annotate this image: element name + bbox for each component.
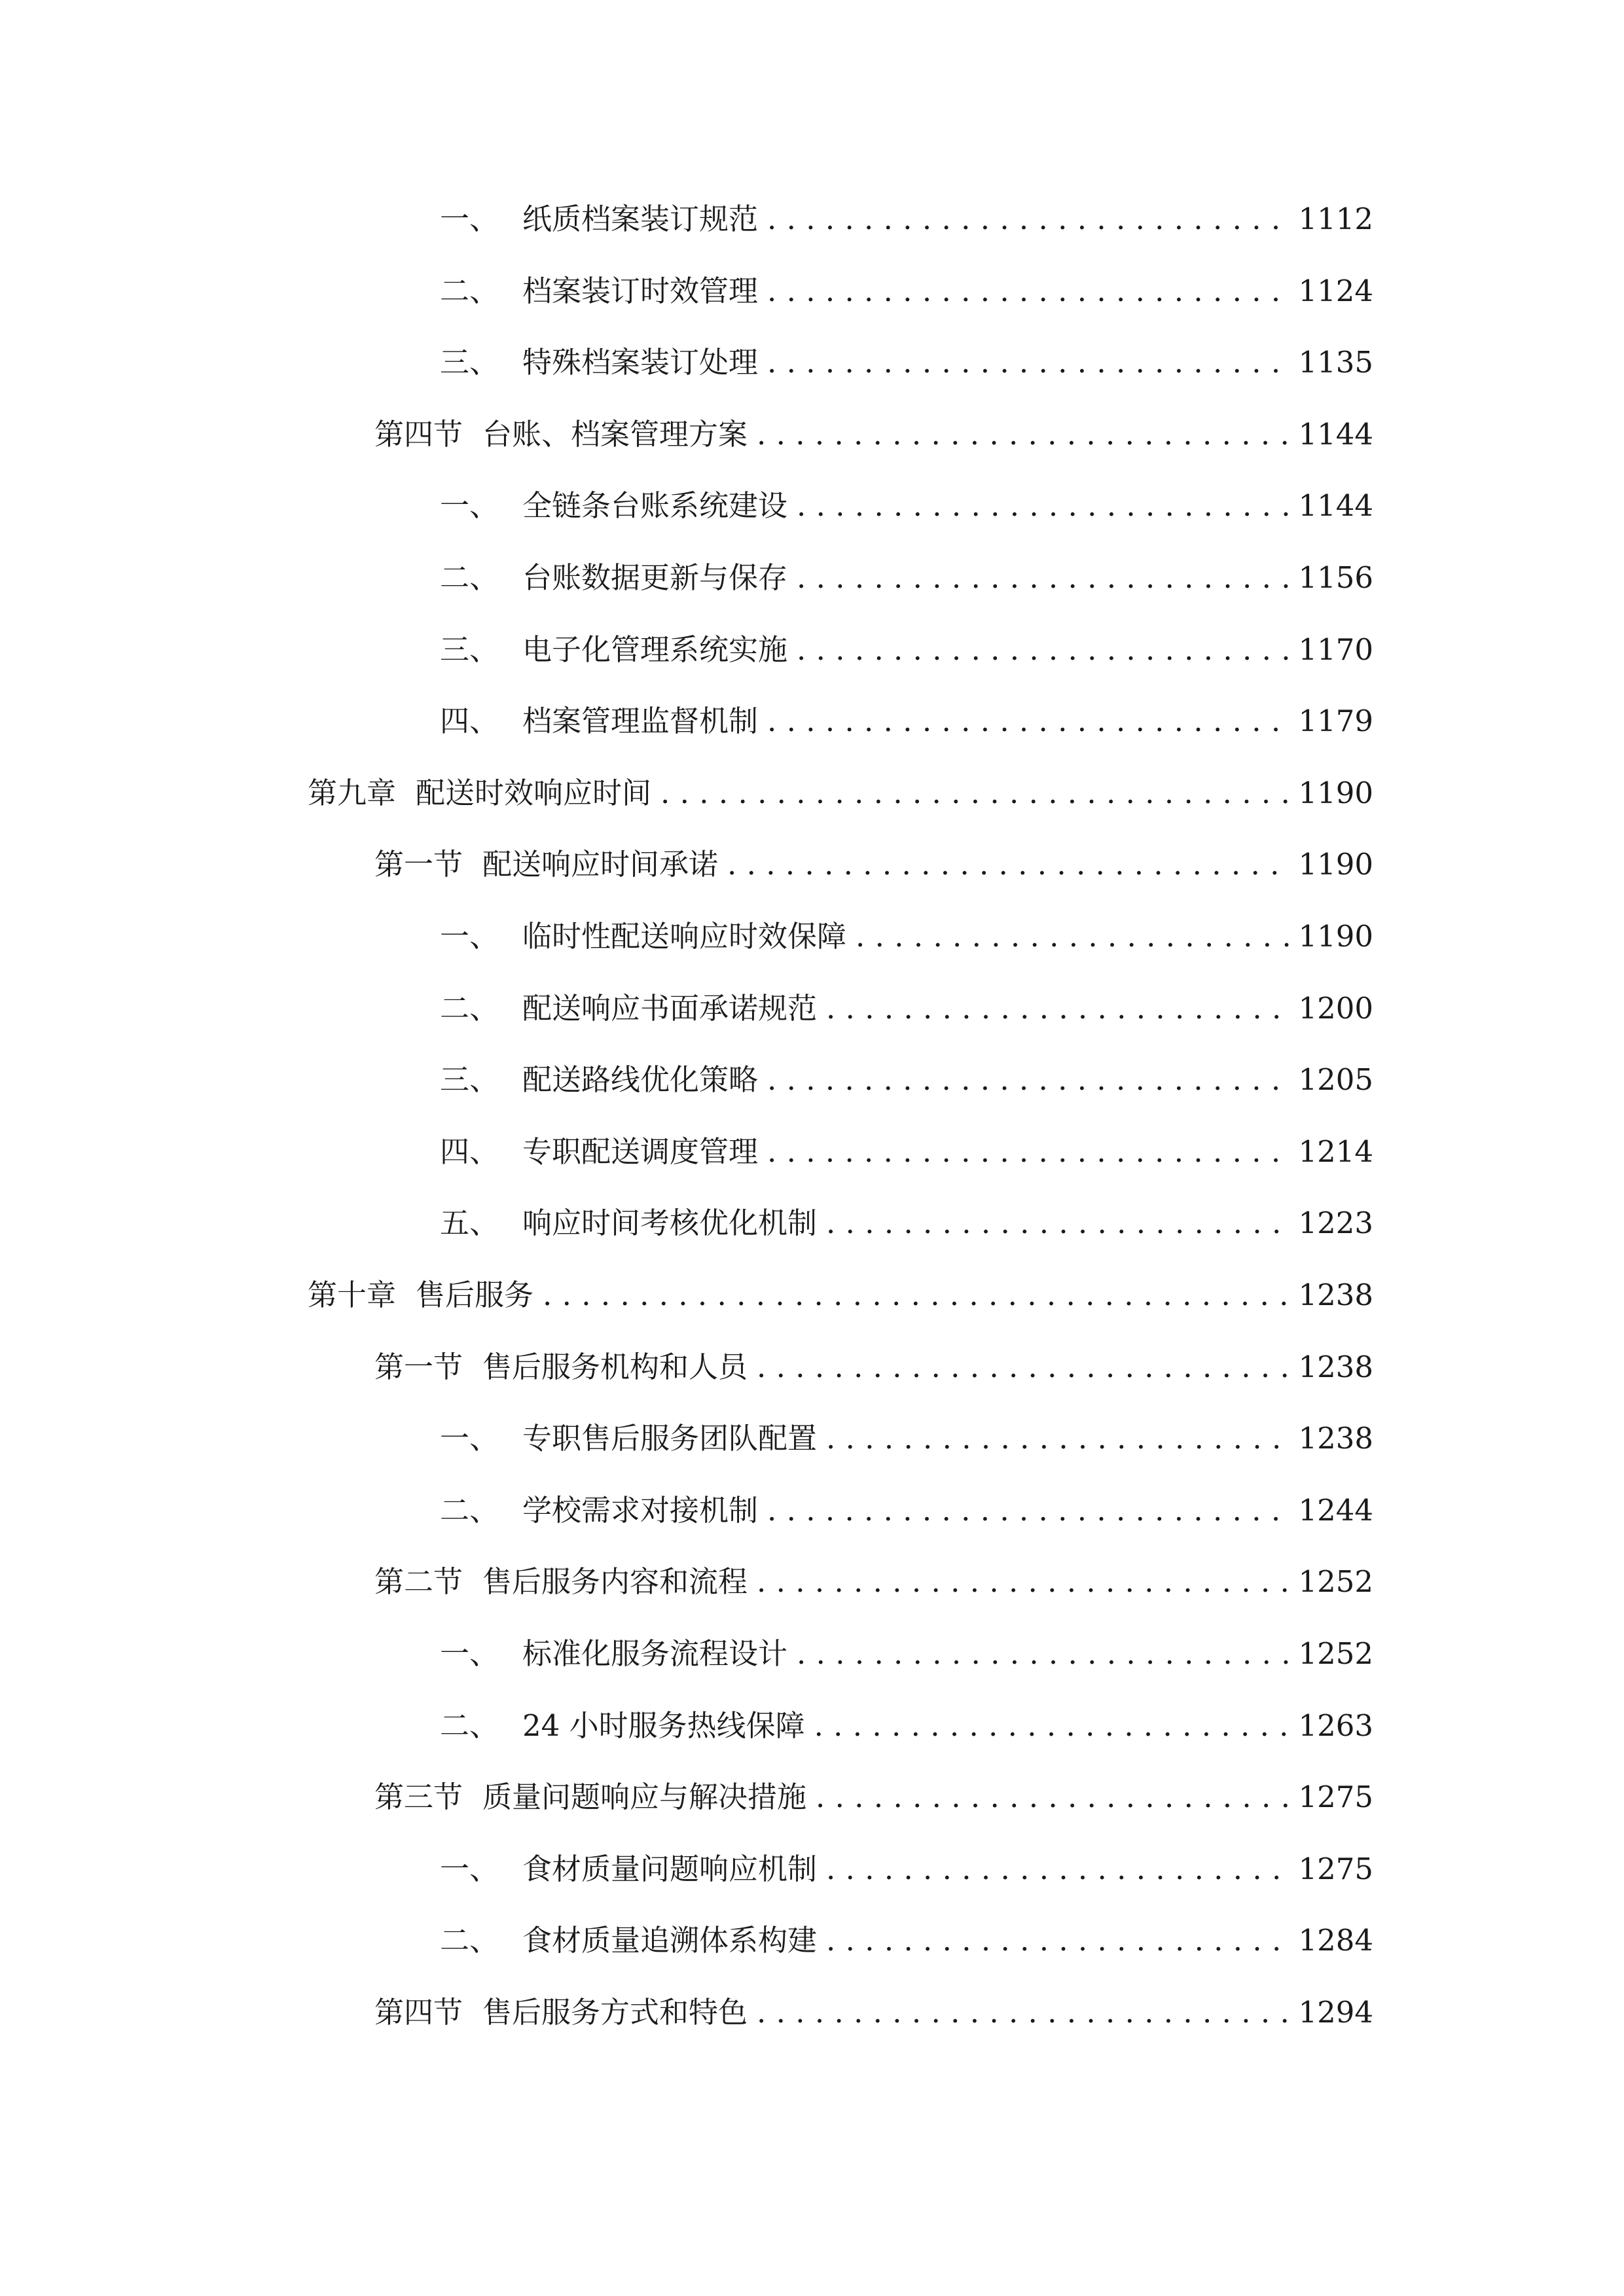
toc-entry-number: 第三节 bbox=[374, 1780, 463, 1814]
toc-entry-page-number: 1275 bbox=[1298, 1780, 1373, 1814]
toc-entry-page-number: 1112 bbox=[1298, 202, 1373, 236]
toc-entry[interactable] bbox=[440, 982, 1373, 1035]
toc-entry-title: 台账、档案管理方案 bbox=[482, 417, 748, 452]
toc-entry-title: 临时性配送响应时效保障 bbox=[522, 919, 847, 954]
toc-dot-leader bbox=[816, 1771, 1289, 1823]
toc-entry-page-number: 1263 bbox=[1298, 1708, 1373, 1743]
toc-entry-page-number: 1190 bbox=[1298, 847, 1373, 882]
toc-dot-leader bbox=[767, 1054, 1289, 1106]
toc-dot-leader bbox=[757, 1341, 1289, 1393]
toc-dot-leader bbox=[797, 480, 1289, 532]
toc-entry-title: 专职配送调度管理 bbox=[522, 1134, 759, 1169]
toc-entry-title: 学校需求对接机制 bbox=[522, 1493, 759, 1528]
toc-entry-number: 第九章 bbox=[308, 776, 397, 810]
toc-entry-number: 一、 bbox=[440, 488, 499, 523]
toc-entry[interactable] bbox=[440, 336, 1373, 389]
toc-dot-leader bbox=[757, 408, 1289, 461]
toc-entry-title: 24 小时服务热线保障 bbox=[522, 1708, 805, 1743]
toc-entry-number: 三、 bbox=[440, 345, 499, 380]
toc-entry-title: 售后服务 bbox=[416, 1278, 534, 1312]
toc-entry-number: 第四节 bbox=[374, 1995, 463, 2030]
toc-entry-page-number: 1190 bbox=[1298, 776, 1373, 810]
toc-entry-title: 食材质量追溯体系构建 bbox=[522, 1923, 818, 1958]
toc-entry[interactable] bbox=[440, 1914, 1373, 1967]
toc-entry-number: 二、 bbox=[440, 1923, 499, 1958]
toc-entry-number: 五、 bbox=[440, 1206, 499, 1240]
toc-entry[interactable] bbox=[440, 265, 1373, 317]
toc-entry[interactable] bbox=[308, 1269, 1373, 1321]
toc-entry-title: 标准化服务流程设计 bbox=[522, 1636, 788, 1671]
toc-entry-number: 第一节 bbox=[374, 1350, 463, 1384]
toc-dot-leader bbox=[856, 910, 1289, 963]
toc-entry-number: 一、 bbox=[440, 1636, 499, 1671]
toc-entry[interactable] bbox=[440, 1843, 1373, 1895]
toc-entry-page-number: 1244 bbox=[1298, 1493, 1373, 1528]
toc-entry-title: 配送响应时间承诺 bbox=[482, 847, 719, 882]
toc-entry[interactable] bbox=[374, 838, 1373, 891]
toc-entry-title: 食材质量问题响应机制 bbox=[522, 1852, 818, 1886]
toc-entry-number: 第十章 bbox=[308, 1278, 397, 1312]
toc-entry-title: 全链条台账系统建设 bbox=[522, 488, 788, 523]
toc-entry-page-number: 1179 bbox=[1298, 704, 1373, 738]
toc-entry-page-number: 1238 bbox=[1298, 1350, 1373, 1384]
toc-entry[interactable] bbox=[440, 1628, 1373, 1680]
toc-entry-title: 售后服务方式和特色 bbox=[482, 1995, 748, 2030]
toc-entry-page-number: 1275 bbox=[1298, 1852, 1373, 1886]
toc-entry[interactable] bbox=[440, 624, 1373, 676]
toc-dot-leader bbox=[767, 336, 1289, 389]
toc-entry-number: 四、 bbox=[440, 704, 499, 738]
toc-entry-number: 一、 bbox=[440, 202, 499, 236]
toc-dot-leader bbox=[767, 1484, 1289, 1537]
toc-entry-page-number: 1190 bbox=[1298, 919, 1373, 954]
toc-dot-leader bbox=[727, 838, 1289, 891]
toc-entry-number: 第四节 bbox=[374, 417, 463, 452]
toc-dot-leader bbox=[757, 1986, 1289, 2039]
toc-entry-number: 第一节 bbox=[374, 847, 463, 882]
toc-entry-page-number: 1200 bbox=[1298, 991, 1373, 1026]
toc-entry-title: 售后服务内容和流程 bbox=[482, 1564, 748, 1599]
toc-entry-title: 配送路线优化策略 bbox=[522, 1062, 759, 1097]
toc-entry-number: 一、 bbox=[440, 1852, 499, 1886]
toc-entry-number: 第二节 bbox=[374, 1564, 463, 1599]
toc-entry[interactable] bbox=[374, 1341, 1373, 1393]
toc-dot-leader bbox=[660, 767, 1289, 819]
toc-entry-number: 一、 bbox=[440, 1421, 499, 1456]
toc-entry-number: 一、 bbox=[440, 919, 499, 954]
toc-entry-page-number: 1238 bbox=[1298, 1421, 1373, 1456]
toc-entry-number: 四、 bbox=[440, 1134, 499, 1169]
toc-entry-page-number: 1294 bbox=[1298, 1995, 1373, 2030]
toc-dot-leader bbox=[826, 982, 1289, 1035]
toc-entry-page-number: 1238 bbox=[1298, 1278, 1373, 1312]
toc-entry[interactable] bbox=[440, 1700, 1373, 1752]
toc-dot-leader bbox=[797, 1628, 1289, 1680]
toc-entry-title: 档案管理监督机制 bbox=[522, 704, 759, 738]
toc-entry-page-number: 1144 bbox=[1298, 417, 1373, 452]
toc-entry-title: 电子化管理系统实施 bbox=[522, 632, 788, 667]
toc-entry[interactable] bbox=[374, 1986, 1373, 2039]
toc-entry-page-number: 1252 bbox=[1298, 1564, 1373, 1599]
toc-entry[interactable] bbox=[440, 910, 1373, 963]
toc-entry[interactable] bbox=[440, 1054, 1373, 1106]
toc-entry-number: 二、 bbox=[440, 560, 499, 595]
toc-entry-title: 专职售后服务团队配置 bbox=[522, 1421, 818, 1456]
toc-entry-title: 配送时效响应时间 bbox=[416, 776, 652, 810]
toc-dot-leader bbox=[767, 695, 1289, 747]
toc-entry-number: 二、 bbox=[440, 1493, 499, 1528]
toc-dot-leader bbox=[826, 1412, 1289, 1465]
toc-entry-title: 配送响应书面承诺规范 bbox=[522, 991, 818, 1026]
toc-entry-page-number: 1124 bbox=[1298, 274, 1373, 308]
toc-entry[interactable] bbox=[440, 1197, 1373, 1249]
toc-entry-title: 档案装订时效管理 bbox=[522, 274, 759, 308]
toc-entry[interactable] bbox=[374, 408, 1373, 461]
toc-entry[interactable] bbox=[440, 1484, 1373, 1537]
toc-entry-page-number: 1214 bbox=[1298, 1134, 1373, 1169]
toc-entry[interactable] bbox=[374, 1556, 1373, 1608]
toc-entry-title: 台账数据更新与保存 bbox=[522, 560, 788, 595]
toc-entry[interactable] bbox=[440, 193, 1373, 245]
toc-entry-title: 质量问题响应与解决措施 bbox=[482, 1780, 807, 1814]
toc-entry[interactable] bbox=[440, 1412, 1373, 1465]
toc-dot-leader bbox=[797, 624, 1289, 676]
toc-entry-title: 纸质档案装订规范 bbox=[522, 202, 759, 236]
toc-entry-page-number: 1205 bbox=[1298, 1062, 1373, 1097]
toc-dot-leader bbox=[767, 265, 1289, 317]
toc-entry[interactable] bbox=[374, 1771, 1373, 1823]
toc-entry-page-number: 1223 bbox=[1298, 1206, 1373, 1240]
toc-dot-leader bbox=[814, 1700, 1290, 1752]
toc-entry-title: 售后服务机构和人员 bbox=[482, 1350, 748, 1384]
toc-entry[interactable] bbox=[440, 552, 1373, 604]
toc-entry-page-number: 1156 bbox=[1298, 560, 1373, 595]
toc-entry-page-number: 1135 bbox=[1298, 345, 1373, 380]
toc-dot-leader bbox=[757, 1556, 1289, 1608]
toc-entry-number: 二、 bbox=[440, 991, 499, 1026]
toc-dot-leader bbox=[826, 1914, 1289, 1967]
toc-dot-leader bbox=[826, 1197, 1289, 1249]
toc-entry[interactable] bbox=[440, 480, 1373, 532]
toc-entry[interactable] bbox=[440, 1126, 1373, 1178]
toc-entry-page-number: 1170 bbox=[1298, 632, 1373, 667]
toc-dot-leader bbox=[826, 1843, 1289, 1895]
toc-dot-leader bbox=[767, 193, 1289, 245]
toc-dot-leader bbox=[543, 1269, 1289, 1321]
toc-entry-page-number: 1144 bbox=[1298, 488, 1373, 523]
toc-entry[interactable] bbox=[308, 767, 1373, 819]
toc-entry-page-number: 1252 bbox=[1298, 1636, 1373, 1671]
toc-entry-number: 二、 bbox=[440, 1708, 499, 1743]
toc-entry-number: 三、 bbox=[440, 1062, 499, 1097]
toc-entry[interactable] bbox=[440, 695, 1373, 747]
toc-entry-page-number: 1284 bbox=[1298, 1923, 1373, 1958]
toc-entry-title: 特殊档案装订处理 bbox=[522, 345, 759, 380]
toc-entry-number: 三、 bbox=[440, 632, 499, 667]
toc-entry-title: 响应时间考核优化机制 bbox=[522, 1206, 818, 1240]
toc-entry-number: 二、 bbox=[440, 274, 499, 308]
toc-dot-leader bbox=[797, 552, 1289, 604]
toc-dot-leader bbox=[767, 1126, 1289, 1178]
